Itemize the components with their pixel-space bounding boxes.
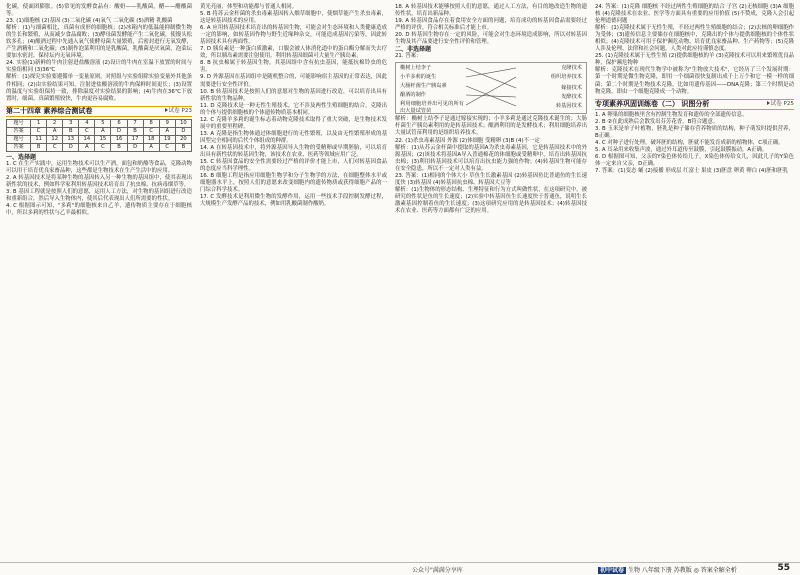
table-cell: A: [79, 143, 95, 151]
table-cell: 6: [111, 119, 127, 127]
table-cell: 18: [143, 135, 159, 143]
answer-item: 16. B 细胞工程是指应用细胞生物学和分子生物学的方法，在细胞整体水平或细胞器水平上，按照人们的意愿来改变细胞内的遗传物质或获得细胞产品的一门综合科学技术。: [200, 173, 387, 194]
table-cell: D: [175, 127, 191, 135]
answer-item: 23. 答案：(1)相同的个体大小 草鱼生长激素基因 (2)转基因鱼比普通鱼的生长速度快 (3)转基因 (4)转基因抗虫棉、转基因大豆等: [395, 172, 587, 186]
answer-item: 9. D 外源基因在基因组中是随机整合的，可能影响宿主基因的正常表达，因此需要进行安全性评价。: [200, 74, 387, 88]
answer-explanation: 解析：(1)生物体的形态结构、生理特征和行为方式叫做性状，在这项研究中，被研究的性状是鱼的生长速度；(2)实验中转基因鱼生长速度快于普通鱼，说明生长激素基因控制着鱼的生长速度；(3)这项研究应用的是转基因技术；(4)转基因技术在农业、医药等方面都有广泛的应用。: [395, 186, 587, 214]
table-cell: D: [127, 143, 143, 151]
answer-item: 1. A 卵巢的细胞核里含有控制生物发育和遗传的全部遗传信息。: [595, 111, 748, 118]
diagram-left-item: 小羊多莉的诞生: [400, 74, 437, 81]
section-heading: 一、选择题: [6, 153, 37, 161]
table-row: [7, 135, 192, 143]
column-1: [6, 4, 192, 217]
book-info: 初中试卷 生物 八年级下册 苏教版 ◎ 答案全解全析: [600, 567, 737, 574]
answer-item: 3. B 玉米是单子叶植物，胚乳是种子储存营养物质的结构，种子萌发时提供营养，B正确。: [595, 125, 794, 139]
table-cell: B: [111, 143, 127, 151]
answer-item: 11. D 克隆技术是一种无性生殖技术，它不涉及两性生殖细胞的结合，克隆出的个体与提供细胞核的个体遗传物质基本相同。: [200, 102, 387, 116]
table-cell: 11: [31, 135, 47, 143]
table-cell: C: [47, 143, 63, 151]
table-cell: D: [111, 127, 127, 135]
table-cell: B: [31, 143, 47, 151]
answer-item: 6. D 根据图可知，父亲的Y染色体传给儿子，X染色体传给女儿，因此儿子的Y染色体一定来自父亲，D正确。: [595, 153, 794, 167]
diagram-left-item: 大肠杆菌生产胰岛素: [400, 83, 447, 90]
diagram-right-item: 组织培养技术: [550, 74, 582, 81]
table-cell: 3: [63, 119, 79, 127]
answer-item: 1. C 在生产实践中，运用生物技术可以生产酒，面包和奶酪等食品，克隆动物可以用于培育优良家畜品种，这些都是生物技术在生产生活中的应用。: [6, 160, 192, 174]
answer-item: 17. C 发酵技术是利用微生物的发酵作用，运用一些技术手段控制发酵过程，大规模生产发酵产品的技术，例如用乳酸菌制作酸奶。: [200, 194, 387, 208]
unit-reference: 试卷 P25: [766, 101, 794, 108]
table-cell: 答案: [7, 127, 31, 135]
answer-item: 23. (1)细胞核 (2)基因 (3)二氧化碳 (4)氧气 二氧化碳 (5)酒精 乳酸菌: [6, 18, 173, 25]
unit-header: [595, 99, 794, 110]
table-cell: 13: [63, 135, 79, 143]
table-row: [7, 119, 192, 127]
column-4: [595, 4, 794, 175]
answer-item: 18. A 转基因技术能够按照人们的意愿，通过人工方法，有目的地改造生物的遗传性状，培育出新品种。: [395, 4, 587, 18]
arrow-icon: [767, 101, 770, 105]
answer-item: 2. A 转基因技术是将某种生物的基因转入另一种生物的基因组中，使其表现出新性状的技术，例如科学家利用转基因技术培育出了抗虫棉、抗病毒烟草等。: [6, 175, 192, 189]
answer-item: 22. (1)杀虫毒素基因 外源 (2)体细胞 受精卵 (3)B (4)不一定: [395, 137, 540, 144]
table-cell: 8: [143, 119, 159, 127]
table-cell: 10: [175, 119, 191, 127]
table-cell: 12: [47, 135, 63, 143]
table-cell: C: [79, 127, 95, 135]
answer-item: 13. A 克隆是指生物体通过体细胞进行的无性繁殖，以及由无性繁殖形成的基因型完全相同的后代个体组成的种群。: [200, 130, 387, 144]
column-3: [395, 4, 587, 215]
answer-item: 4. C 对种子进行处理，破坏胚的结构，胚就不能发育成新的植物体，C项正确。: [595, 139, 784, 146]
answer-explanation: 解析：(1)从苏云金杆菌中提取的基因A为杀虫毒素基因，它是转基因技术中的外源基因；(2)该技术将基因A导入普通棉花的体细胞或受精卵中，培育出转基因抗虫棉；(3)利用转基因技术可以培育出抗虫能力强的作物；(4)转基因生物可能存在安全隐患，所以不一定对人类有益。: [395, 144, 587, 172]
diagram-left-item: 椭树上结李子: [400, 65, 432, 72]
table-cell: 5: [95, 119, 111, 127]
answer-item: 12. C 克隆羊多莉的诞生标志着动物克隆技术取得了重大突破，是生物技术发展中的重要里程碑。: [200, 116, 387, 130]
unit-title: 专项素养巩固训练卷（二） 识图分析: [595, 99, 710, 108]
unit-reference: 试卷 P23: [164, 108, 192, 115]
diagram-right-item: 转基因技术: [556, 103, 582, 110]
arrow-icon: [165, 108, 168, 112]
paragraph: 黄光亮丽，体型和功能都与普通人相同。: [200, 4, 298, 10]
table-cell: 14: [79, 135, 95, 143]
paragraph: 化碳，使面团膨胀。(5)常见的发酵食品有：酸奶——乳酸菌，醋——醋酸菌等。: [6, 4, 192, 18]
column-2: [200, 4, 387, 208]
answer-item: 5. B 将苏云金杆菌的杀虫毒素基因转入烟草细胞中，使烟草能产生杀虫毒素，这是转基因技术的应用。: [200, 11, 387, 25]
table-cell: 17: [127, 135, 143, 143]
page-number: 55: [777, 563, 790, 573]
table-row: [7, 127, 192, 135]
answer-item: 7. D 胰岛素是一种蛋白质激素，口服会被人体消化道中的蛋白酶分解而失去疗效，所以胰岛素需要注射使用。利用转基因细菌可大量生产胰岛素。: [200, 46, 387, 60]
table-cell: B: [127, 127, 143, 135]
answer-explanation: 解析：(1)与细菌相比，真菌有成形的细胞核；(2)冰箱内的低温能抑制微生物的生长和繁殖，从而减少食品腐败；(3)酵母菌发酵能产生二氧化碳，使馒头松软多孔；(4)酿酒过程中先通入氧气使酵母菌大量繁殖，后密封进行无氧发酵，产生酒精和二氧化碳；(5)制作泡菜利用的是乳酸菌，乳酸菌是厌氧菌，泡菜坛要加水密封，保持坛内无氧环境。: [6, 25, 192, 60]
diagram-left-item: 利用细胞培养出可见的所有出大量试管苗: [400, 101, 464, 115]
answer-explanation: 解析：克隆技术在现代生物学中被称为"生物放大技术"，它经历了三个发展时期：第一个时期是微生物克隆，即用一个细菌很快复制出成千上万个和它一模一样的细菌；第二个时期是生物技术克隆，比如用遗传基因——DNA克隆；第三个时期是动物克隆，即由一个细胞克隆成一个动物。: [595, 67, 794, 95]
table-cell: C: [95, 143, 111, 151]
table-cell: 题号: [7, 135, 31, 143]
table-cell: C: [143, 127, 159, 135]
diagram-right-item: 克隆技术: [561, 65, 582, 72]
table-cell: A: [143, 143, 159, 151]
answer-item: 3. B 基因工程就是按照人们的意愿，运用人工方法，对生物的基因组进行改造和重新组合，然后导入生物体内，使其后代表现出人们所需要的性状。: [6, 189, 192, 203]
table-row: [7, 143, 192, 151]
unit-title: 第二十四章 素养综合测试卷: [6, 106, 93, 115]
answer-item: 25. (1)克隆技术属于无性生殖 (2)提供细胞核的羊 (3)克隆技术可以用来繁殖优良品种，保护濒危物种: [595, 53, 794, 67]
matching-diagram: [395, 62, 587, 114]
table-cell: B: [175, 143, 191, 151]
answer-explanation: 解析：椭树上结李子是通过嫁接实现的；小羊多莉是通过克隆技术诞生的；大肠杆菌生产胰岛素利用的是转基因技术；酿酒利用的是发酵技术；利用细胞培养出大量试管苗利用的是组织培养技术。: [395, 116, 587, 137]
table-cell: A: [95, 127, 111, 135]
table-cell: D: [63, 143, 79, 151]
answer-item: 4. C 根据图示可知，"多莉"的细胞核来自乙羊，遗传物质主要存在于细胞核中，所以多莉的性状与乙羊最相似。: [6, 203, 192, 217]
answer-item: 19. A 转基因食品存在着食用安全方面的问题，培育成功的转基因食品需要经过严格的评价，符合相关标准后才能上市。: [395, 18, 587, 32]
answer-item: 2. B ②在此成熟后会散发出芬芳花香，B符合题意。: [595, 118, 719, 125]
table-cell: B: [63, 127, 79, 135]
answer-table: [6, 119, 192, 152]
answer-explanation: 解析：(1)克隆技术属于无性生殖，不经过两性生殖细胞的结合；(2)去核的卵细胞作为受体；(3)遗传信息主要储存在细胞核中，克隆出的个体与提供细胞核的个体性状相似；(4)克隆技术可用于保护濒危动物、培育优良家畜品种、生产药物等；(5)克隆人涉及伦理、法律和社会问题，人类对此应持谨慎态度。: [595, 25, 794, 53]
answer-item: 24. 答案：(1)克隆 细胞核 不经过两性生殖细胞的结合 子宫 (2)无核细胞 (3)A 细胞核 (4)克隆技术在农业、医学等方面具有重要的应用价值 (5)不赞成，克隆人会引起伦理道德问题: [595, 4, 794, 25]
answer-item: 5. A 耳朵用来收集声波，通过外耳道传至鼓膜，引起鼓膜振动，A正确。: [595, 146, 768, 153]
diagram-left-item: 酿酒的制作: [400, 92, 426, 99]
table-cell: 7: [127, 119, 143, 127]
table-cell: A: [159, 127, 175, 135]
table-cell: 20: [175, 135, 191, 143]
answer-item: 24. 实验(1)新鲜的牛肉注射进盐酸溶液 (2)设计的牛肉在室温下放置的时间与实验组相同 (3)36℃: [6, 60, 192, 74]
answer-item: 8. B 抗虫棉属于转基因生物，其基因组中含有抗虫基因，能抵抗棉铃虫的危害。: [200, 60, 387, 74]
table-cell: 4: [79, 119, 95, 127]
section-heading: 二、非选择题: [395, 46, 432, 54]
watermark-text: 公众号"满满分享库: [412, 567, 463, 574]
table-cell: 19: [159, 135, 175, 143]
table-cell: C: [31, 127, 47, 135]
answer-item: 20. D 转基因生物存在一定的风险，可能会对生态环境造成影响，所以对转基因生物及其产品要进行安全性评价和管理。: [395, 32, 587, 46]
table-cell: 题号: [7, 119, 31, 127]
table-cell: 15: [95, 135, 111, 143]
diagram-right-item: 发酵技术: [561, 94, 582, 101]
answer-item: 7. 答案：(1)变态 蛹 (2)接播 形成层 红富士 果皮 (3)胚盘 卵黄 卵白 (4)胚和胚乳: [595, 168, 788, 175]
answer-item: 14. A 在转基因技术中，将外源基因导入生物的受精卵或早期胚胎，可以培育出具有新性状的转基因生物，该技术在农业、医药等领域应用广泛。: [200, 144, 387, 158]
page-footer: [0, 562, 800, 575]
table-cell: 2: [47, 119, 63, 127]
answer-item: 21. 答案：: [395, 53, 422, 60]
answer-item: 15. C 转基因食品的安全性需要经过严格的评价才能上市，人们对转基因食品的态度应当科学理性。: [200, 159, 387, 173]
book-tag: 初中试卷: [600, 567, 625, 574]
table-cell: 答案: [7, 143, 31, 151]
table-cell: 9: [159, 119, 175, 127]
answer-explanation: 解析：(1)探究实验要遵循单一变量原则，对照组与实验组除实验变量外其他条件相同；(2)由实验结果可知，注射进盐酸溶液的牛肉保鲜时间更长；(3)设置的温度与实验组保持一致，排除温度对实验结果的影响；(4)牛肉在36℃下放置时，细菌、真菌繁殖较快，牛肉更容易腐败。: [6, 74, 192, 102]
table-cell: C: [159, 143, 175, 151]
table-cell: 16: [111, 135, 127, 143]
answer-item: 10. B 转基因技术是按照人们的意愿对生物的基因进行改造，可以培育出具有新性状的生物品种。: [200, 88, 387, 102]
answer-item: 6. A 应用转基因技术培育出的转基因生物，可能会对生态环境和人类健康造成一定的影响，如转基因作物与野生近缘种杂交，可能造成基因污染等，因此转基因技术具有两面性。: [200, 25, 387, 46]
diagram-right-item: 嫁接技术: [561, 85, 582, 92]
table-cell: A: [47, 127, 63, 135]
table-cell: 1: [31, 119, 47, 127]
unit-header: [6, 106, 192, 117]
